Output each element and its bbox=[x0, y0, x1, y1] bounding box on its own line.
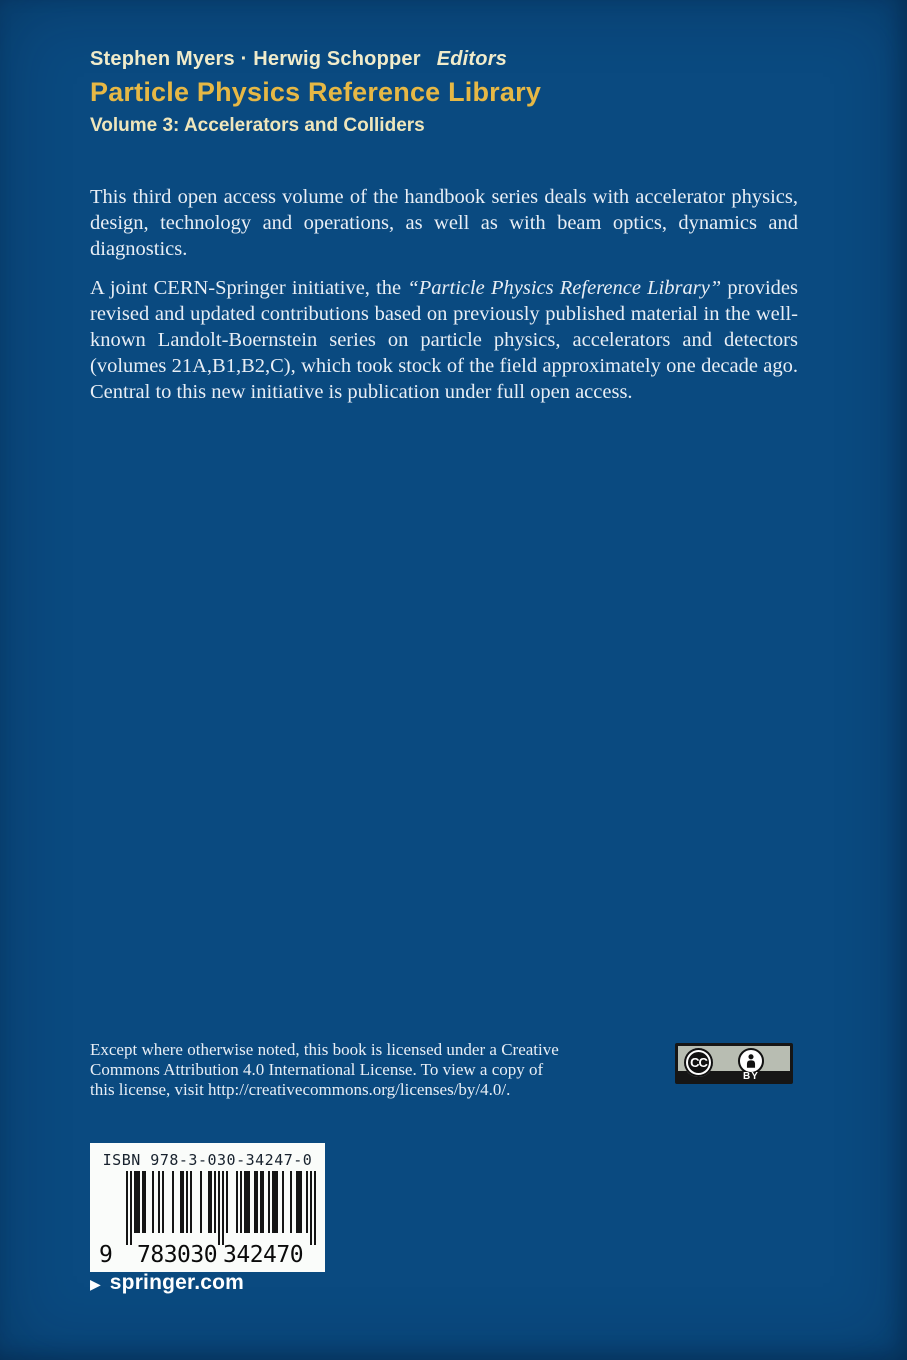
description-paragraph-1: This third open access volume of the handbook series deals with accelerator physics, design, technology and operations, as well as with beam optics, dynamics and diagnostics. bbox=[90, 186, 798, 260]
ean-digit-group: 783030 bbox=[137, 1242, 218, 1268]
ean-digit-group: 342470 bbox=[223, 1242, 304, 1268]
license-text: Except where otherwise noted, this book is licensed under a Creative Commons Attribution 4.0 International License. To view a copy of this license, visit http://creativecommons.org/licenses/by/4.0/. bbox=[90, 1040, 559, 1099]
springer-footer bbox=[90, 1271, 244, 1295]
editors-line bbox=[90, 48, 507, 71]
isbn-label: ISBN 978-3-030-34247-0 bbox=[102, 1151, 313, 1169]
ean13-barcode bbox=[126, 1171, 316, 1247]
description-paragraph-2 bbox=[90, 276, 798, 405]
editors-role-label: Editors bbox=[436, 48, 508, 70]
cc-logo-icon: CC bbox=[684, 1048, 713, 1077]
series-title-italic: “Particle Physics Reference Library” bbox=[407, 277, 722, 300]
springer-brand: springer.com bbox=[109, 1271, 245, 1294]
cc-attribution-badge bbox=[675, 1043, 793, 1084]
ean-digit-group: 9 bbox=[99, 1242, 113, 1268]
cc-by-label: BY bbox=[743, 1071, 759, 1082]
paragraph-2-rest: provides revised and updated contributions based on previously published material in the well-known Landolt-Boernstein series on particle physics, accelerators and detectors (volumes 21A,B1,B2,C), which took stock of the field approximately one decade ago. Central to this new initiative is publication under full open access. bbox=[90, 277, 798, 403]
description-block bbox=[90, 185, 798, 419]
book-title: Particle Physics Reference Library bbox=[90, 77, 542, 107]
editor-names: Stephen Myers · Herwig Schopper bbox=[90, 48, 421, 70]
book-subtitle: Volume 3: Accelerators and Colliders bbox=[90, 115, 425, 136]
paragraph-2-lead: A joint CERN-Springer initiative, the bbox=[90, 277, 408, 300]
springer-arrow-icon: ▶ bbox=[90, 1276, 101, 1292]
barcode-panel bbox=[90, 1143, 325, 1272]
